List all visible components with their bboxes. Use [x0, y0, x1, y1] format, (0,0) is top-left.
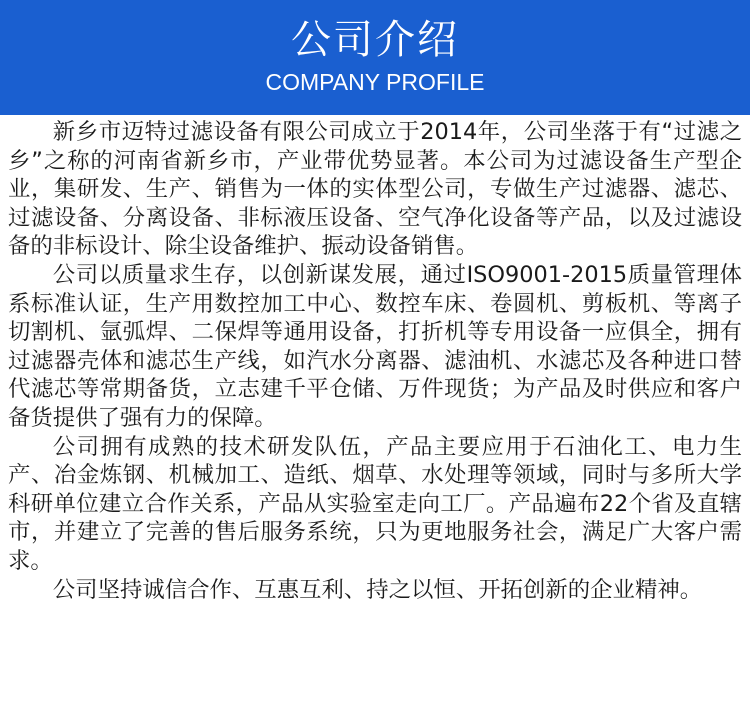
header-banner: [0, 0, 750, 115]
page-title: 公司介绍: [291, 17, 459, 63]
company-profile-body: [8, 118, 742, 604]
paragraph-spirit: 公司坚持诚信合作、互惠互利、持之以恒、开拓创新的企业精神。: [52, 576, 703, 603]
paragraph-quality: 公司以质量求生存，以创新谋发展，通过ISO9001-2015质量管理体系标准认证，生产用数控加工中心、数控车床、卷圆机、剪板机、等离子切割机、氩弧焊、二保焊等通用设备，打折机等专用设备一应俱全，拥有过滤器壳体和滤芯生产线，如汽水分离器、滤油机、水滤芯及各种进口替代滤芯等常期备货，立志建千平仓储、万件现货；为产品及时供应和客户备货提供了强有力的保障。: [8, 261, 742, 431]
paragraph-research: 公司拥有成熟的技术研发队伍，产品主要应用于石油化工、电力生产、冶金炼钢、机械加工、造纸、烟草、水处理等领域，同时与多所大学科研单位建立合作关系，产品从实验室走向工厂。产品遍布22个省及直辖市，并建立了完善的售后服务系统，只为更地服务社会，满足广大客户需求。: [8, 433, 742, 574]
page-subtitle: COMPANY PROFILE: [265, 69, 485, 95]
paragraph-intro: 新乡市迈特过滤设备有限公司成立于2014年，公司坐落于有“过滤之乡”之称的河南省新乡市，产业带优势显著。本公司为过滤设备生产型企业，集研发、生产、销售为一体的实体型公司，专做生产过滤器、滤芯、过滤设备、分离设备、非标液压设备、空气净化设备等产品，以及过滤设备的非标设计、除尘设备维护、振动设备销售。: [8, 119, 742, 260]
